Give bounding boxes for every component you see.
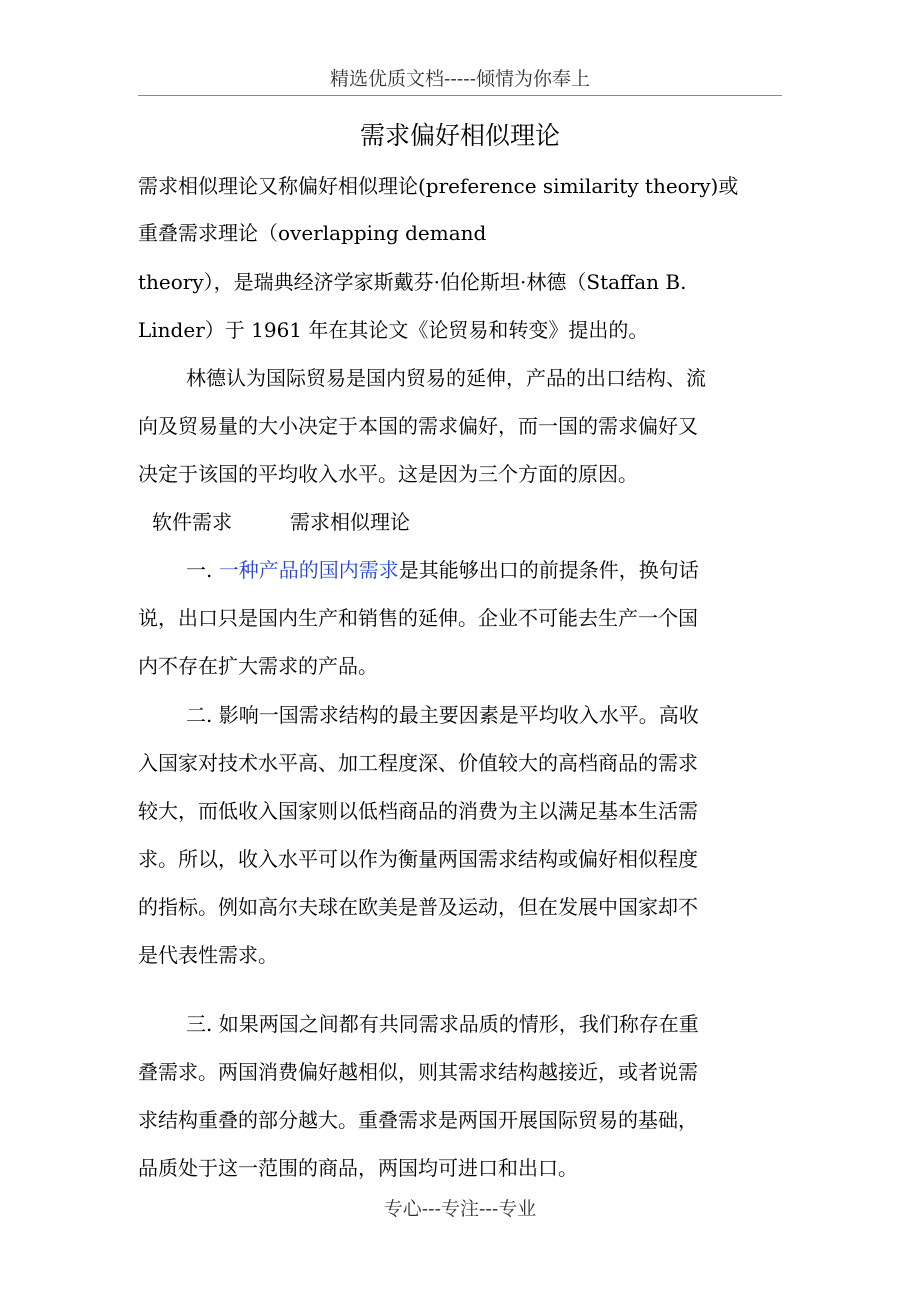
- paragraph-5-line-1: 三. 如果两国之间都有共同需求品质的情形，我们称存在重: [186, 1012, 699, 1036]
- page-footer: 专心---专注---专业: [383, 1198, 537, 1220]
- paragraph-3-line-2: 说，出口只是国内生产和销售的延伸。企业不可能去生产一个国: [138, 606, 698, 630]
- document-title: 需求偏好相似理论: [359, 121, 560, 150]
- paragraph-4-line-4: 求。所以，收入水平可以作为衡量两国需求结构或偏好相似程度: [138, 847, 698, 871]
- paragraph-1-line-2: 重叠需求理论（overlapping demand: [138, 221, 487, 245]
- paragraph-3-line-1: [186, 554, 699, 586]
- paragraph-4-line-1: 二. 影响一国需求结构的最主要因素是平均收入水平。高收: [186, 703, 699, 727]
- paragraph-2-line-2: 向及贸易量的大小决定于本国的需求偏好，而一国的需求偏好又: [138, 414, 698, 438]
- header-divider: [138, 95, 782, 96]
- paragraph-1-line-4: Linder）于 1961 年在其论文《论贸易和转变》提出的。: [138, 318, 649, 342]
- paragraph-3-prefix: 一.: [186, 558, 213, 582]
- paragraph-5-line-3: 求结构重叠的部分越大。重叠需求是两国开展国际贸易的基础，: [138, 1108, 698, 1132]
- paragraph-1-line-3: theory），是瑞典经济学家斯戴芬·伯伦斯坦·林德（Staffan B.: [138, 270, 687, 294]
- paragraph-2-line-1: 林德认为国际贸易是国内贸易的延伸，产品的出口结构、流: [186, 366, 706, 390]
- paragraph-3-line-3: 内不存在扩大需求的产品。: [138, 654, 378, 678]
- page-header: 精选优质文档-----倾情为你奉上: [329, 68, 591, 90]
- paragraph-5-line-4: 品质处于这一范围的商品，两国均可进口和出口。: [138, 1156, 578, 1180]
- domestic-demand-link[interactable]: 一种产品的国内需求: [218, 558, 399, 582]
- tag-software-demand[interactable]: 软件需求: [152, 510, 232, 534]
- paragraph-4-line-6: 是代表性需求。: [138, 943, 278, 967]
- paragraph-4-line-2: 入国家对技术水平高、加工程度深、价值较大的高档商品的需求: [138, 751, 698, 775]
- tag-demand-similarity-theory[interactable]: 需求相似理论: [290, 510, 410, 534]
- paragraph-5-line-2: 叠需求。两国消费偏好越相似，则其需求结构越接近，或者说需: [138, 1060, 698, 1084]
- paragraph-1-line-1: 需求相似理论又称偏好相似理论(preference similarity theory)或: [138, 174, 739, 198]
- paragraph-2-line-3: 决定于该国的平均收入水平。这是因为三个方面的原因。: [138, 462, 638, 486]
- paragraph-4-line-3: 较大，而低收入国家则以低档商品的消费为主以满足基本生活需: [138, 799, 698, 823]
- paragraph-3-rest: 是其能够出口的前提条件，换句话: [398, 558, 699, 582]
- paragraph-4-line-5: 的指标。例如高尔夫球在欧美是普及运动，但在发展中国家却不: [138, 895, 698, 919]
